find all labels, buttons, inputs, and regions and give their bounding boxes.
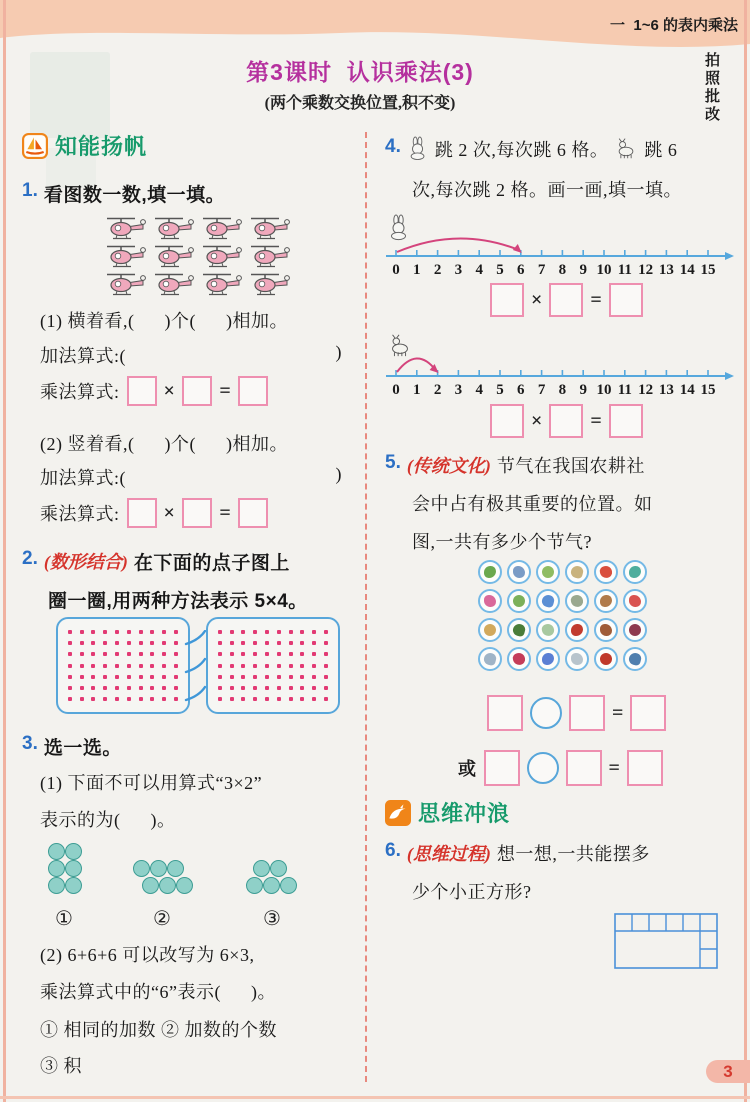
svg-text:11: 11 [617,382,632,398]
q3-option-1-label: ① [55,908,73,930]
svg-text:15: 15 [700,262,716,278]
dot-grid-right[interactable] [206,617,340,714]
heat-ends-icon [507,618,531,642]
svg-text:9: 9 [579,382,587,398]
blank-box[interactable] [627,750,663,786]
svg-text:8: 8 [558,262,567,278]
grain-in-ear-icon [536,589,560,613]
section-thinking-header [385,797,510,828]
blank-box[interactable] [127,498,157,528]
helicopter-picture-grid [103,215,295,299]
white-dew-icon [536,618,560,642]
chapter-header: 一 1~6 的表内乘法 [610,17,738,34]
q4-equation-2: × = [490,404,643,438]
blank-box[interactable] [490,283,524,317]
svg-text:12: 12 [638,262,654,278]
autumn-equinox-icon [565,618,589,642]
blank-box[interactable] [490,404,524,438]
svg-text:10: 10 [596,262,612,278]
svg-text:14: 14 [679,262,695,278]
q4-equation-1: × = [490,283,643,317]
page-edge-bottom [0,1096,750,1099]
solar-terms-icon-grid [478,560,647,671]
page-bleed-artifact [30,52,110,138]
autumn-begins-icon [478,618,502,642]
helicopter-icon [151,215,199,243]
section-knowledge-header [22,130,147,161]
q3-part1-line2: 表示的为( )。 [40,810,176,830]
column-divider [365,132,367,1082]
q5-equation-2: 或 = [458,750,663,786]
lesson-subtitle: (两个乘数交换位置,积不变) [264,95,456,112]
operator-circle-blank[interactable] [530,697,562,729]
question-number: 6. [385,840,401,861]
blank-box[interactable] [566,750,602,786]
blank-box[interactable] [630,695,666,731]
helicopter-icon [199,215,247,243]
light-snow-icon [507,647,531,671]
sail-icon [22,133,48,159]
dolphin-icon [385,800,411,826]
question-4-prompt: 4. 跳 2 次,每次跳 6 格。 跳 6 [385,136,678,160]
q2-prompt-line2: 圈一圈,用两种方法表示 5×4。 [48,591,308,612]
q3-option-2-label: ② [153,908,171,930]
frost-descends-icon [623,618,647,642]
lesson-title: 第3课时 认识乘法(3) [246,59,474,85]
svg-text:13: 13 [658,382,674,398]
section-label: 知能扬帆 [55,134,148,159]
blank-box[interactable] [238,376,268,406]
grid-connector-icon [183,630,209,706]
number-line-goat[interactable] [384,346,736,398]
insects-awaken-icon [536,560,560,584]
question-tag: (思维过程) [406,844,491,864]
q1-addition-blank-1[interactable]: 加法算式:( ) [40,342,342,366]
svg-text:10: 10 [596,382,612,398]
summer-begins-icon [478,589,502,613]
grain-buds-icon [507,589,531,613]
winter-begins-icon [478,647,502,671]
summer-solstice-icon [565,589,589,613]
blank-box[interactable] [549,283,583,317]
q5-line2: 会中占有极其重要的位置。如 [412,494,653,514]
helicopter-icon [247,243,295,271]
svg-text:0: 0 [392,382,400,398]
helicopter-icon [151,243,199,271]
question-number: 2. [22,548,38,569]
q3-choices-row1: ① 相同的加数 ② 加数的个数 [40,1020,277,1040]
helicopter-icon [247,215,295,243]
svg-text:11: 11 [617,262,632,278]
photo-grading-note: 拍照批改 [703,52,720,124]
svg-text:4: 4 [475,262,483,278]
slight-cold-icon [594,647,618,671]
q3-option-2-circles[interactable] [133,860,193,894]
winter-solstice-icon [565,647,589,671]
question-tag: (数形结合) [43,552,128,572]
blank-box[interactable] [238,498,268,528]
svg-text:2: 2 [433,382,442,398]
q1-part2-text: (2) 竖着看,( )个( )相加。 [40,434,288,454]
svg-text:3: 3 [454,382,463,398]
svg-text:15: 15 [700,382,716,398]
svg-text:6: 6 [517,262,525,278]
svg-text:12: 12 [638,382,654,398]
q3-option-1-circles[interactable] [48,843,82,894]
helicopter-icon [151,271,199,299]
q3-part2-line2: 乘法算式中的“6”表示( )。 [40,982,276,1002]
svg-text:13: 13 [658,262,674,278]
svg-text:14: 14 [679,382,695,398]
cold-dew-icon [594,618,618,642]
page-edge-right [744,0,747,1102]
svg-text:7: 7 [537,382,546,398]
number-line-rabbit[interactable] [384,226,736,278]
svg-text:0: 0 [392,262,400,278]
spring-begins-icon [478,560,502,584]
blank-box[interactable] [484,750,520,786]
section-label: 思维冲浪 [418,801,511,826]
blank-box[interactable] [609,404,643,438]
question-6-prompt: 6. (思维过程) 想一想,一共能摆多 [385,840,650,864]
q5-line3: 图,一共有多少个节气? [412,532,592,552]
operator-circle-blank[interactable] [527,752,559,784]
great-cold-icon [623,647,647,671]
helicopter-icon [103,215,151,243]
blank-box[interactable] [487,695,523,731]
svg-text:8: 8 [558,382,567,398]
question-number: 3. [22,733,38,754]
svg-text:4: 4 [475,382,483,398]
question-1-prompt: 1. 看图数一数,填一填。 [22,180,226,206]
helicopter-icon [103,271,151,299]
svg-text:1: 1 [413,382,421,398]
svg-text:7: 7 [537,262,546,278]
blank-box[interactable] [127,376,157,406]
svg-text:6: 6 [517,382,525,398]
q3-part2-line1: (2) 6+6+6 可以改写为 6×3, [40,945,255,965]
goat-icon [614,136,638,160]
square-tiling-diagram [614,913,718,969]
q1-multiplication-blank-2: 乘法算式: × = [40,498,268,528]
page-edge-left [3,0,6,1102]
heavy-snow-icon [536,647,560,671]
helicopter-icon [247,271,295,299]
q5-equation-1: = [487,695,666,731]
rabbit-icon [407,136,429,160]
q4-prompt-line2: 次,每次跳 2 格。画一画,填一填。 [412,180,682,200]
svg-text:5: 5 [496,262,504,278]
dot-grid-left[interactable] [56,617,190,714]
q1-multiplication-blank-1: 乘法算式: × = [40,376,268,406]
spring-equinox-icon [565,560,589,584]
grain-rain-icon [623,560,647,584]
q3-option-3-label: ③ [263,908,281,930]
helicopter-icon [199,271,247,299]
blank-box[interactable] [549,404,583,438]
page-number-badge: 3 [706,1060,750,1083]
svg-text:2: 2 [433,262,442,278]
q3-part1-line1: (1) 下面不可以用算式“3×2” [40,773,263,793]
blank-box[interactable] [182,498,212,528]
question-3-prompt: 3. 选一选。 [22,733,122,759]
helicopter-icon [103,243,151,271]
svg-text:3: 3 [454,262,463,278]
question-number: 1. [22,180,38,201]
blank-box[interactable] [609,283,643,317]
q1-part1-text: (1) 横着看,( )个( )相加。 [40,311,288,331]
q3-option-3-circles[interactable] [246,860,297,894]
rain-water-icon [507,560,531,584]
question-5-prompt: 5. (传统文化) 节气在我国农耕社 [385,452,645,476]
or-label: 或 [458,759,477,779]
question-number: 5. [385,452,401,473]
clear-bright-icon [594,560,618,584]
svg-text:1: 1 [413,262,421,278]
svg-text:5: 5 [496,382,504,398]
question-2-prompt: 2. (数形结合) 在下面的点子图上 [22,548,290,574]
question-number: 4. [385,136,401,157]
blank-box[interactable] [569,695,605,731]
helicopter-icon [199,243,247,271]
question-tag: (传统文化) [406,456,491,476]
q6-line2: 少个小正方形? [412,882,532,902]
great-heat-icon [623,589,647,613]
q3-choices-row2: ③ 积 [40,1056,82,1076]
blank-box[interactable] [182,376,212,406]
slight-heat-icon [594,589,618,613]
svg-text:9: 9 [579,262,587,278]
q1-addition-blank-2[interactable]: 加法算式:( ) [40,464,342,488]
